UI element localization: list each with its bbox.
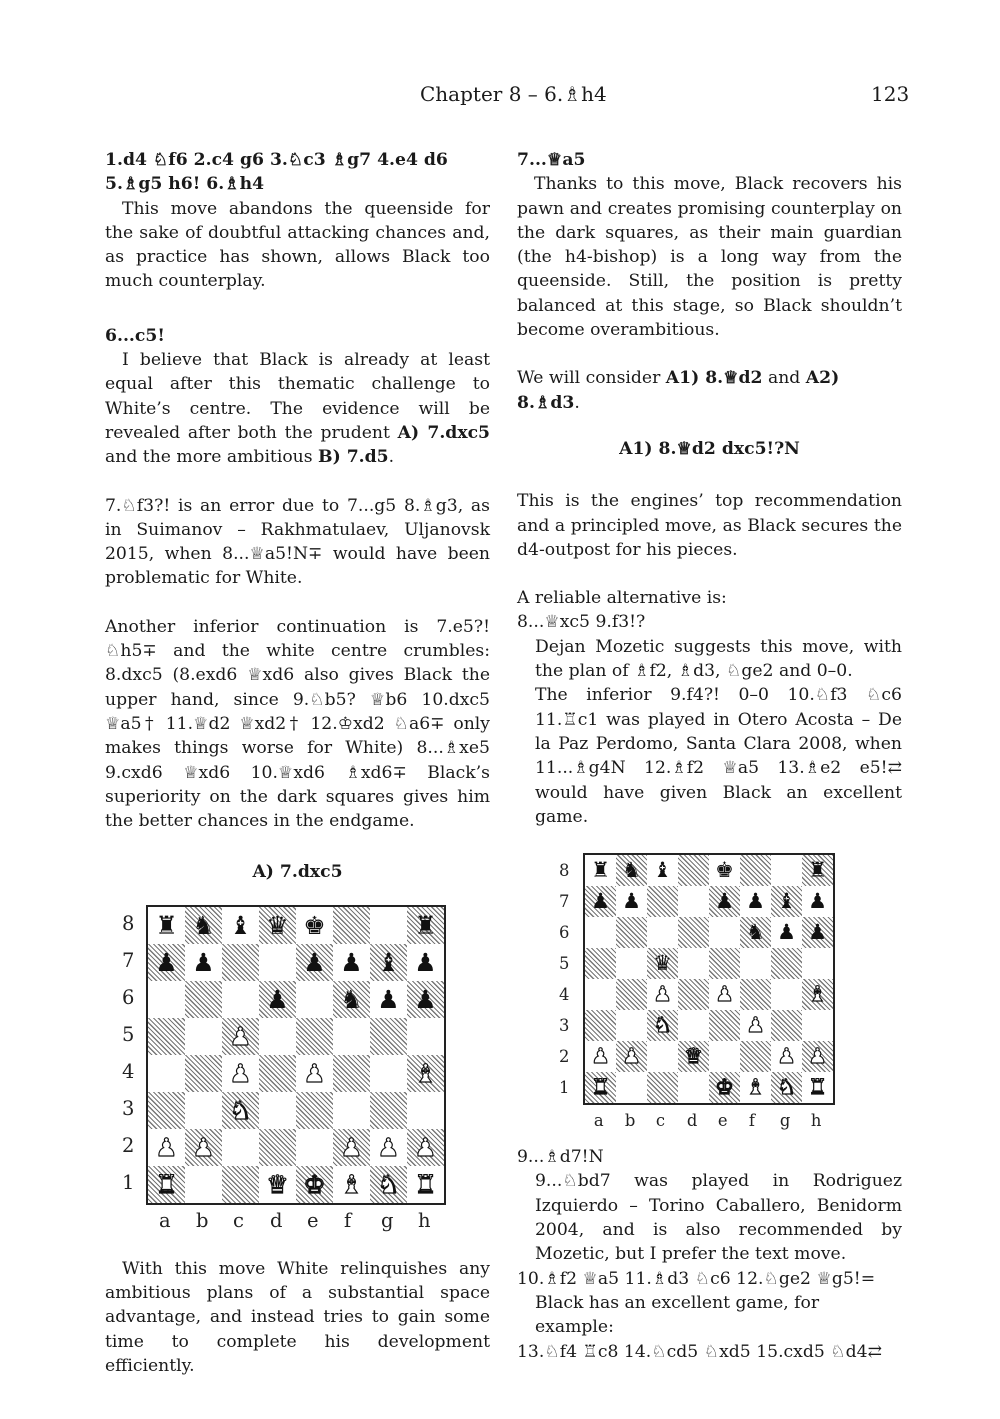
square-f8 [740,855,771,886]
square-b3 [185,1092,222,1129]
square-e3 [709,1010,740,1041]
square-g7 [771,886,802,917]
square-e2 [709,1041,740,1072]
square-g1 [771,1072,802,1103]
square-c5 [222,1018,259,1055]
square-h4 [407,1055,444,1092]
white-pawn-icon: ♟ [622,1044,641,1069]
square-e5 [296,1018,333,1055]
file-label: c [655,1111,666,1131]
square-c8 [647,855,678,886]
square-g4 [370,1055,407,1092]
move-heading: 7...♕a5 [517,150,586,170]
square-f3 [333,1092,370,1129]
square-f8 [333,907,370,944]
variation-text: Dejan Mozetic suggests this move, with the plan of ♗f2, ♗d3, ♘ge2 and 0–0. [535,636,902,682]
white-rook-icon: ♜ [591,1075,610,1100]
square-h6 [802,917,833,948]
square-e4 [296,1055,333,1092]
file-label: d [270,1208,283,1232]
black-pawn-icon: ♟ [414,984,437,1014]
paragraph: 7.♘f3?! is an error due to 7...g5 8.♗g3, as in Suimanov – Rakhmatulaev, Uljanovsk 2015, when 8...♕a5!N∓ would have been problematic for White. [105,495,490,589]
square-e7 [709,886,740,917]
white-pawn-icon: ♟ [229,1058,252,1088]
square-c1 [647,1072,678,1103]
file-label: f [748,1111,755,1131]
square-e1 [709,1072,740,1103]
square-g5 [370,1018,407,1055]
white-pawn-icon: ♟ [229,1021,252,1051]
square-h6 [407,981,444,1018]
square-f2 [740,1041,771,1072]
square-f1 [740,1072,771,1103]
white-pawn-icon: ♟ [777,1044,796,1069]
white-knight-icon: ♞ [229,1095,252,1125]
square-g2 [771,1041,802,1072]
page-number: 123 [871,82,910,106]
move-heading: 6...c5! [105,325,165,346]
rank-label: 6 [122,985,135,1009]
square-h8 [407,907,444,944]
file-label: e [307,1208,319,1232]
square-e6 [709,917,740,948]
square-e7 [296,944,333,981]
chess-diagram-1 [105,885,490,1257]
square-b4 [185,1055,222,1092]
square-c8 [222,907,259,944]
white-pawn-icon: ♟ [192,1132,215,1162]
square-c4 [647,979,678,1010]
square-a1 [148,1166,185,1203]
rank-label: 7 [559,892,570,912]
white-pawn-icon: ♟ [591,1044,610,1069]
black-pawn-icon: ♟ [808,889,827,914]
square-c7 [647,886,678,917]
file-label: g [779,1111,791,1131]
white-queen-icon: ♛ [684,1044,703,1069]
square-c1 [222,1166,259,1203]
square-d5 [678,948,709,979]
square-e8 [296,907,333,944]
diagram-title: A) 7.dxc5 [252,862,343,883]
square-c2 [647,1041,678,1072]
black-knight-icon: ♞ [746,920,765,945]
rank-label: 1 [559,1078,570,1098]
square-c5 [647,948,678,979]
square-a2 [148,1129,185,1166]
file-label: h [418,1208,431,1232]
black-pawn-icon: ♟ [303,947,326,977]
black-king-icon: ♚ [303,910,326,940]
square-h5 [407,1018,444,1055]
square-g6 [771,917,802,948]
variation-move: 10.♗f2 ♕a5 11.♗d3 ♘c6 12.♘ge2 ♕g5!= [517,1268,876,1289]
paragraph: We will consider A1) 8.♕d2 and A2) 8.♗d3. [517,368,840,413]
white-pawn-icon: ♟ [155,1132,178,1162]
square-c4 [222,1055,259,1092]
section-heading: A1) 8.♕d2 dxc5!?N [619,438,800,459]
rank-label: 3 [122,1096,135,1120]
paragraph: With this move White relinquishes any ambitious plans of a substantial space advantage, and instead tries to gain some time to complete his development efficiently. [105,1258,490,1376]
black-pawn-icon: ♟ [414,947,437,977]
square-d3 [678,1010,709,1041]
file-label: c [233,1208,244,1232]
square-b5 [185,1018,222,1055]
square-g3 [771,1010,802,1041]
white-bishop-icon: ♝ [340,1169,363,1199]
page-header [0,82,1000,112]
paragraph: Another inferior continuation is 7.e5?! ♘h5∓ and the white centre crumbles: 8.dxc5 (8.exd6 ♕xd6 also gives Black the upper hand, since 9.♘b5? ♕b6 10.dxc5 ♕a5† 11.♕d2 ♕xd2† 12.♔xd2 ♘a6∓ only makes things worse for White) 8...♗xe5 9.cxd6 ♕xd6 10.♕xd6 ♗xd6∓ Black’s superiority on the dark squares gives him the better chances in the endgame. [105,616,490,832]
white-pawn-icon: ♟ [808,1044,827,1069]
file-label: g [381,1208,394,1232]
square-a8 [148,907,185,944]
square-h7 [407,944,444,981]
square-e3 [296,1092,333,1129]
square-f4 [333,1055,370,1092]
black-bishop-icon: ♝ [653,858,672,883]
variation-line: 13.♘f4 ♖c8 14.♘cd5 ♘xd5 15.cxd5 ♘d4⇄ [517,1341,883,1362]
chapter-title: Chapter 8 – 6.♗h4 [420,82,607,106]
black-pawn-icon: ♟ [340,947,363,977]
black-pawn-icon: ♟ [808,920,827,945]
square-b7 [185,944,222,981]
square-a4 [148,1055,185,1092]
paragraph: Thanks to this move, Black recovers his pawn and creates promising counterplay on the dark squares, as their main guardian (the h4-bishop) is a long way from the queenside. Still, the position is pretty balanced at this stage, so Black shouldn’t become overambitious. [517,174,902,341]
square-h1 [802,1072,833,1103]
square-b1 [185,1166,222,1203]
black-rook-icon: ♜ [808,858,827,883]
square-h4 [802,979,833,1010]
white-rook-icon: ♜ [155,1169,178,1199]
square-f6 [740,917,771,948]
square-f1 [333,1166,370,1203]
square-c6 [222,981,259,1018]
rank-label: 1 [122,1170,135,1194]
black-pawn-icon: ♟ [377,984,400,1014]
square-a4 [585,979,616,1010]
black-pawn-icon: ♟ [266,984,289,1014]
square-f5 [333,1018,370,1055]
square-e2 [296,1129,333,1166]
opening-moves: 1.d4 ♘f6 2.c4 g6 3.♘c3 ♗g7 4.e4 d6 5.♗g5 h6! 6.♗h4 [105,150,448,195]
chess-diagram-2 [517,829,902,1145]
white-pawn-icon: ♟ [303,1058,326,1088]
square-d4 [259,1055,296,1092]
square-h2 [407,1129,444,1166]
rank-label: 8 [559,861,570,881]
square-b2 [616,1041,647,1072]
square-f7 [333,944,370,981]
square-f5 [740,948,771,979]
black-queen-icon: ♛ [653,951,672,976]
paragraph: I believe that Black is already at least equal after this thematic challenge to White’s centre. The evidence will be revealed after both the prudent A) 7.dxc5 and the more ambitious B) 7.d5. [105,350,490,468]
square-h3 [407,1092,444,1129]
file-label: b [624,1111,636,1131]
square-a5 [148,1018,185,1055]
square-b6 [616,917,647,948]
square-h1 [407,1166,444,1203]
white-king-icon: ♚ [715,1075,734,1100]
square-c3 [647,1010,678,1041]
black-rook-icon: ♜ [591,858,610,883]
rank-label: 3 [559,1016,570,1036]
square-h2 [802,1041,833,1072]
black-knight-icon: ♞ [192,910,215,940]
black-queen-icon: ♛ [266,910,289,940]
file-label: d [686,1111,698,1131]
file-label: f [344,1208,352,1232]
square-c6 [647,917,678,948]
square-e5 [709,948,740,979]
paragraph: This is the engines’ top recommendation and a principled move, as Black secures the d4-outpost for his pieces. [517,491,902,560]
square-h8 [802,855,833,886]
square-g3 [370,1092,407,1129]
black-bishop-icon: ♝ [377,947,400,977]
square-h3 [802,1010,833,1041]
square-d8 [259,907,296,944]
square-b6 [185,981,222,1018]
white-rook-icon: ♜ [808,1075,827,1100]
square-e4 [709,979,740,1010]
rank-label: 8 [122,911,135,935]
square-g5 [771,948,802,979]
square-b5 [616,948,647,979]
square-b2 [185,1129,222,1166]
square-d8 [678,855,709,886]
square-b7 [616,886,647,917]
square-d3 [259,1092,296,1129]
file-label: e [717,1111,728,1131]
square-g4 [771,979,802,1010]
file-label: a [159,1208,171,1232]
square-a2 [585,1041,616,1072]
variation-move: 9...♗d7!N [517,1147,604,1168]
white-queen-icon: ♛ [266,1169,289,1199]
rank-label: 5 [122,1022,135,1046]
white-pawn-icon: ♟ [340,1132,363,1162]
square-d7 [678,886,709,917]
square-e6 [296,981,333,1018]
file-label: a [593,1111,604,1131]
square-a3 [148,1092,185,1129]
square-f6 [333,981,370,1018]
square-b1 [616,1072,647,1103]
right-column [517,148,902,1364]
square-a6 [585,917,616,948]
square-c3 [222,1092,259,1129]
white-bishop-icon: ♝ [746,1075,765,1100]
rank-label: 4 [122,1059,135,1083]
square-c7 [222,944,259,981]
black-bishop-icon: ♝ [777,889,796,914]
square-h5 [802,948,833,979]
square-d1 [259,1166,296,1203]
square-d7 [259,944,296,981]
rank-label: 7 [122,948,135,972]
white-knight-icon: ♞ [777,1075,796,1100]
rank-label: 5 [559,954,570,974]
square-d2 [678,1041,709,1072]
square-d6 [678,917,709,948]
white-bishop-icon: ♝ [808,982,827,1007]
square-b8 [185,907,222,944]
black-rook-icon: ♜ [414,910,437,940]
square-g8 [771,855,802,886]
square-g7 [370,944,407,981]
file-label: b [196,1208,209,1232]
white-knight-icon: ♞ [377,1169,400,1199]
black-king-icon: ♚ [715,858,734,883]
white-bishop-icon: ♝ [414,1058,437,1088]
square-a7 [585,886,616,917]
rank-label: 2 [559,1047,570,1067]
square-a7 [148,944,185,981]
black-pawn-icon: ♟ [192,947,215,977]
variation-move: 8...♕xc5 9.f3!? [517,612,646,633]
square-d1 [678,1072,709,1103]
white-pawn-icon: ♟ [715,982,734,1007]
paragraph: This move abandons the queenside for the sake of doubtful attacking chances and, as practice has shown, allows Black too much counterplay. [105,198,490,292]
black-pawn-icon: ♟ [746,889,765,914]
variation-text: Black has an excellent game, for example: [535,1292,820,1338]
chess-board [146,905,446,1205]
variation-text: The inferior 9.f4?! 0–0 10.♘f3 ♘c6 11.♖c1 was played in Otero Acosta – De la Paz Perdomo, Santa Clara 2008, when 11...♗g4N 12.♗f2 ♕a5 13.♗e2 e5!⇄ would have given Black an excellent game. [535,685,902,827]
square-b4 [616,979,647,1010]
square-b3 [616,1010,647,1041]
square-d4 [678,979,709,1010]
black-knight-icon: ♞ [340,984,363,1014]
variation-text: 9...♘bd7 was played in Rodriguez Izquierdo – Torino Caballero, Benidorm 2004, and is also recommended by Mozetic, but I prefer the text move. [535,1171,902,1265]
black-pawn-icon: ♟ [155,947,178,977]
rank-label: 6 [559,923,570,943]
square-g6 [370,981,407,1018]
square-a1 [585,1072,616,1103]
white-knight-icon: ♞ [653,1013,672,1038]
square-g2 [370,1129,407,1166]
black-pawn-icon: ♟ [622,889,641,914]
white-pawn-icon: ♟ [653,982,672,1007]
white-pawn-icon: ♟ [414,1132,437,1162]
square-f4 [740,979,771,1010]
white-rook-icon: ♜ [414,1169,437,1199]
left-column [105,148,490,1378]
square-f7 [740,886,771,917]
white-pawn-icon: ♟ [746,1013,765,1038]
paragraph: A reliable alternative is: [517,588,727,609]
black-pawn-icon: ♟ [591,889,610,914]
white-pawn-icon: ♟ [377,1132,400,1162]
square-b8 [616,855,647,886]
square-d6 [259,981,296,1018]
rank-label: 4 [559,985,570,1005]
rank-label: 2 [122,1133,135,1157]
black-bishop-icon: ♝ [229,910,252,940]
square-e1 [296,1166,333,1203]
square-c2 [222,1129,259,1166]
chess-board [583,853,835,1105]
file-label: h [810,1111,822,1131]
square-h7 [802,886,833,917]
square-e8 [709,855,740,886]
white-king-icon: ♚ [303,1169,326,1199]
black-pawn-icon: ♟ [777,920,796,945]
square-g1 [370,1166,407,1203]
black-knight-icon: ♞ [622,858,641,883]
black-rook-icon: ♜ [155,910,178,940]
square-d2 [259,1129,296,1166]
square-f3 [740,1010,771,1041]
square-a3 [585,1010,616,1041]
square-d5 [259,1018,296,1055]
square-g8 [370,907,407,944]
square-a5 [585,948,616,979]
square-a6 [148,981,185,1018]
black-pawn-icon: ♟ [715,889,734,914]
square-a8 [585,855,616,886]
square-f2 [333,1129,370,1166]
